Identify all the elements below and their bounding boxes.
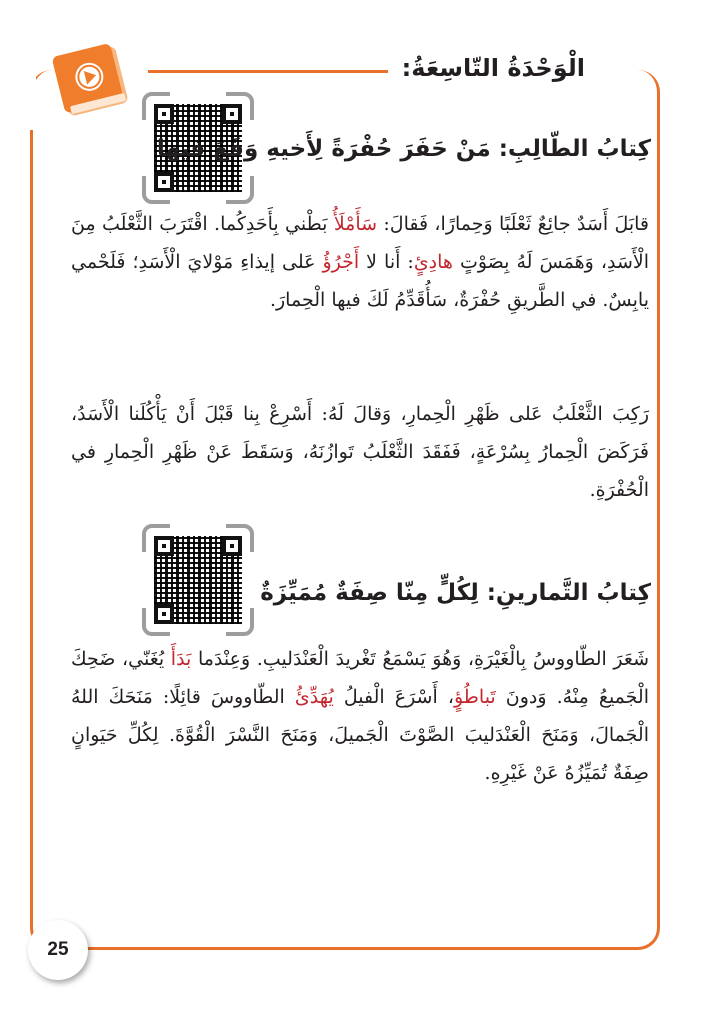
highlighted-word: أَجْرُؤُ [322, 251, 360, 273]
text-run: يُغَنّي، ضَحِكَ الْجَميعُ مِنْهُ. وَدونَ [71, 648, 649, 708]
highlighted-word: تَباطُؤٍ [453, 686, 496, 708]
unit-title: الْوَحْدَةُ التّاسِعَةُ: [394, 48, 593, 88]
text-run: شَعَرَ الطّاووسُ بِالْغَيْرَةِ، وَهُوَ يَسْمَعُ تَغْريدَ الْعَنْدَليبِ. وَعِنْدَما [191, 648, 649, 670]
section-title-student-book: كِتابُ الطّالِبِ: مَنْ حَفَرَ حُفْرَةً لِأَخيهِ وَقَعَ فيها [156, 136, 651, 162]
text-run: قابَلَ أَسَدٌ جائِعٌ ثَعْلَبًا وَحِمارًا، فَقالَ: [377, 213, 649, 235]
highlighted-word: يُهَدِّئُ [294, 686, 334, 708]
story-paragraph-1 [71, 205, 649, 319]
book-play-icon[interactable] [50, 38, 136, 120]
frame-gap [28, 60, 36, 130]
text-run: ، أَسْرَعَ الْفيلُ [333, 686, 454, 708]
highlighted-word: بَدَأَ [170, 648, 192, 670]
highlighted-word: هادِئٍ [413, 251, 453, 273]
text-run: عَلى إيذاءِ مَوْلايَ الْأَسَدِ؛ فَلَحْمي يابِسٌ. في الطَّريقِ حُفْرَةٌ، سَأُقَدِّمُ لَكَ فيها الْحِمارَ. [71, 251, 649, 311]
text-run: بَطْني بِأَحَدِكُما. اقْتَرَبَ الثَّعْلَبُ مِنَ الْأَسَدِ، وَهَمَسَ لَهُ بِصَوْتٍ [71, 213, 649, 273]
page-frame [30, 70, 660, 950]
highlighted-word: سَأَمْلَأُ [333, 213, 378, 235]
page-number: 25 [28, 920, 88, 980]
text-run: : أَنا لا [359, 251, 414, 273]
section-title-exercises-book: كِتابُ التَّمارينِ: لِكُلٍّ مِنّا صِفَةٌ مُمَيِّزَةٌ [260, 580, 651, 606]
story-paragraph-2-text: رَكِبَ الثَّعْلَبُ عَلى ظَهْرِ الْحِمارِ، وَقالَ لَهُ: أَسْرِعْ بِنا قَبْلَ أَنْ يَأْكُلَنا الْأَسَدُ، فَرَكَضَ الْحِمارُ بِسُرْعَةٍ، فَفَقَدَ الثَّعْلَبُ تَوازُنَهُ، وَسَقَطَ عَنْ ظَهْرِ الْحِمارِ في الْحُفْرَةِ. [71, 403, 649, 501]
qr-code-icon[interactable] [150, 532, 246, 628]
exercise-paragraph [71, 640, 649, 792]
frame-top-line [148, 70, 388, 73]
text-run: الطّاووسَ قائِلًا: مَنَحَكَ اللهُ الْجَمالَ، وَمَنَحَ الْعَنْدَليبَ الصَّوْتَ الْجَميلَ، وَمَنَحَ النَّسْرَ الْقُوَّةَ. لِكُلِّ حَيَوانٍ صِفَةٌ تُمَيِّزُهُ عَنْ غَيْرِهِ. [71, 686, 649, 784]
story-paragraph-2 [71, 395, 649, 509]
